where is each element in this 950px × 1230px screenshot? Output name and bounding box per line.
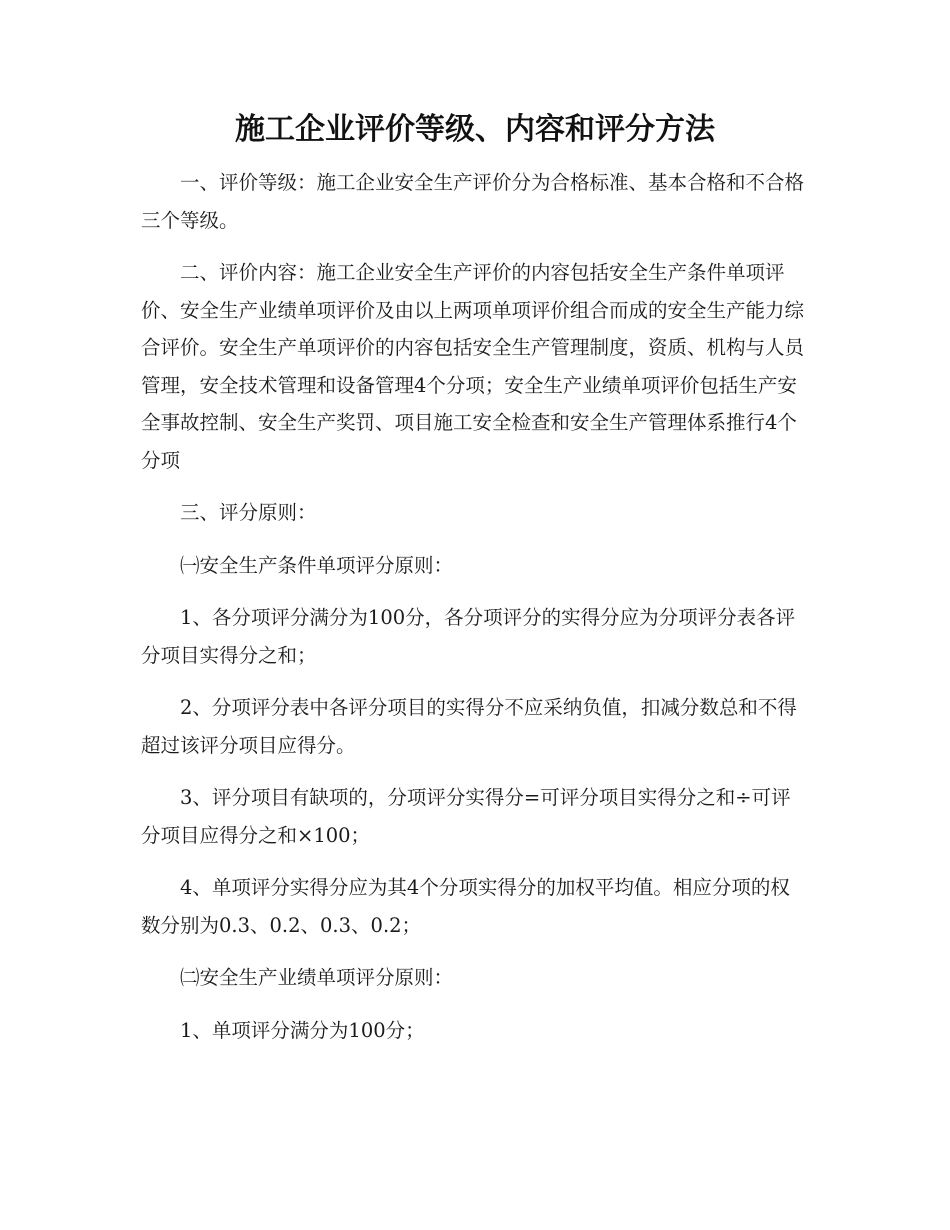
paragraph-rule-1: 1、各分项评分满分为100分，各分项评分的实得分应为分项评分表各评分项目实得分之和；	[141, 606, 796, 667]
paragraph-condition-scoring-heading: ㈠安全生产条件单项评分原则：	[180, 553, 454, 577]
paragraph-evaluation-content: 二、评价内容：施工企业安全生产评价的内容包括安全生产条件单项评价、安全生产业绩单项评价及由以上两项单项评价组合而成的安全生产能力综合评价。安全生产单项评价的内容包括安全生产管理制度，资质、机构与人员管理，安全技术管理和设备管理4个分项；安全生产业绩单项评价包括生产安全事故控制、安全生产奖罚、项目施工安全检查和安全生产管理体系推行4个分项	[141, 261, 805, 472]
paragraph-performance-scoring-heading: ㈡安全生产业绩单项评分原则：	[180, 966, 454, 989]
paragraph-rule-4: 4、单项评分实得分应为其4个分项实得分的加权平均值。相应分项的权数分别为0.3、0.2、0.3、0.2；	[141, 876, 790, 937]
document-body	[141, 164, 807, 1064]
document-title: 施工企业评价等级、内容和评分方法	[235, 112, 715, 147]
paragraph-rule-2: 2、分项评分表中各评分项目的实得分不应采纳负值，扣减分数总和不得超过该评分项目应得分。	[141, 696, 797, 757]
paragraph-scoring-principles: 三、评分原则：	[180, 501, 317, 524]
paragraph-performance-rule-1: 1、单项评分满分为100分；	[180, 1018, 425, 1042]
paragraph-rule-3: 3、评分项目有缺项的，分项评分实得分=可评分项目实得分之和÷可评分项目应得分之和×100；	[141, 786, 791, 847]
paragraph-evaluation-levels: 一、评价等级：施工企业安全生产评价分为合格标准、基本合格和不合格三个等级。	[141, 171, 805, 232]
